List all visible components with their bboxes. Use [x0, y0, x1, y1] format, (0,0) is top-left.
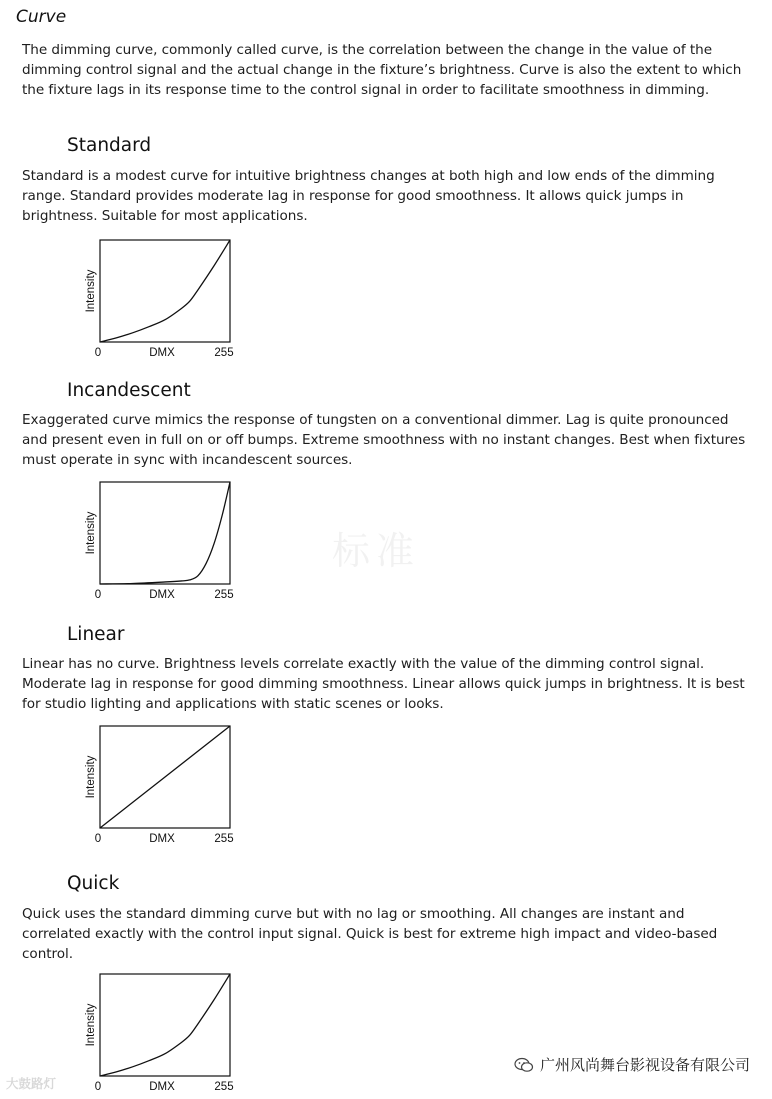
x-tick-min: 0: [94, 833, 102, 845]
footer-account: [514, 1054, 750, 1075]
page-title: Curve: [16, 7, 67, 27]
x-axis-label: DMX: [149, 347, 175, 359]
section-text-quick: Quick uses the standard dimming curve but with no lag or smoothing. All changes are instant and correlated exactly with the control input signal. Quick is best for extreme high impact and video-based control.: [22, 906, 718, 962]
x-tick-min: 0: [94, 347, 102, 359]
section-text-incandescent: Exaggerated curve mimics the response of tungsten on a conventional dimmer. Lag is quite pronounced and present even in full on or off bumps. Extreme smoothness with no instant changes. Best when fixtures must operate in sync with incandescent sources.: [22, 412, 746, 468]
intro-paragraph: The dimming curve, commonly called curve, is the correlation between the change in the value of the dimming control signal and the actual change in the fixture’s brightness. Curve is also the extent to which the fixture lags in its response time to the control signal in order to facilitate smoothness in dimming.: [22, 42, 742, 98]
section-heading-quick: Quick: [67, 873, 120, 894]
wechat-icon: [514, 1057, 534, 1073]
curve-line: [100, 482, 230, 584]
curve-line: [100, 974, 230, 1076]
x-axis-label: DMX: [149, 1081, 175, 1093]
x-axis-label: DMX: [149, 589, 175, 601]
footer-source-text: 大鼓路灯: [6, 1076, 57, 1091]
curve-line: [100, 240, 230, 342]
x-tick-min: 0: [94, 589, 102, 601]
x-tick-max: 255: [214, 833, 234, 845]
section-text-standard: Standard is a modest curve for intuitive brightness changes at both high and low ends of the dimming range. Standard provides moderate lag in response for good smoothness. It allows quick jumps in brightness. Suitable for most applications.: [22, 168, 715, 224]
section-heading-standard: Standard: [67, 135, 152, 156]
chart-linear: [76, 722, 241, 847]
chart-incandescent: [76, 478, 241, 603]
section-heading-linear: Linear: [67, 624, 125, 645]
y-axis-label: Intensity: [85, 755, 97, 799]
chart-standard: [76, 236, 241, 361]
plot-frame: [100, 482, 230, 584]
curve-line: [100, 726, 230, 828]
x-axis-label: DMX: [149, 833, 175, 845]
x-tick-min: 0: [94, 1081, 102, 1093]
plot-frame: [100, 974, 230, 1076]
footer-source: [6, 1074, 56, 1092]
y-axis-label: Intensity: [85, 269, 97, 313]
plot-frame: [100, 240, 230, 342]
chart-svg: [76, 236, 241, 361]
section-text-linear: Linear has no curve. Brightness levels correlate exactly with the value of the dimming control signal. Moderate lag in response for good dimming smoothness. Linear allows quick jumps in brightness. It is best for studio lighting and applications with static scenes or looks.: [22, 656, 745, 712]
chart-svg: [76, 478, 241, 603]
y-axis-label: Intensity: [85, 1003, 97, 1047]
footer-account-name: 广州风尚舞台影视设备有限公司: [539, 1056, 750, 1074]
chart-quick: [76, 970, 241, 1095]
watermark-text: 标准: [332, 529, 421, 573]
chart-svg: [76, 970, 241, 1095]
chart-svg: [76, 722, 241, 847]
y-axis-label: Intensity: [85, 511, 97, 555]
x-tick-max: 255: [214, 589, 234, 601]
x-tick-max: 255: [214, 1081, 234, 1093]
section-heading-incandescent: Incandescent: [67, 380, 191, 401]
x-tick-max: 255: [214, 347, 234, 359]
